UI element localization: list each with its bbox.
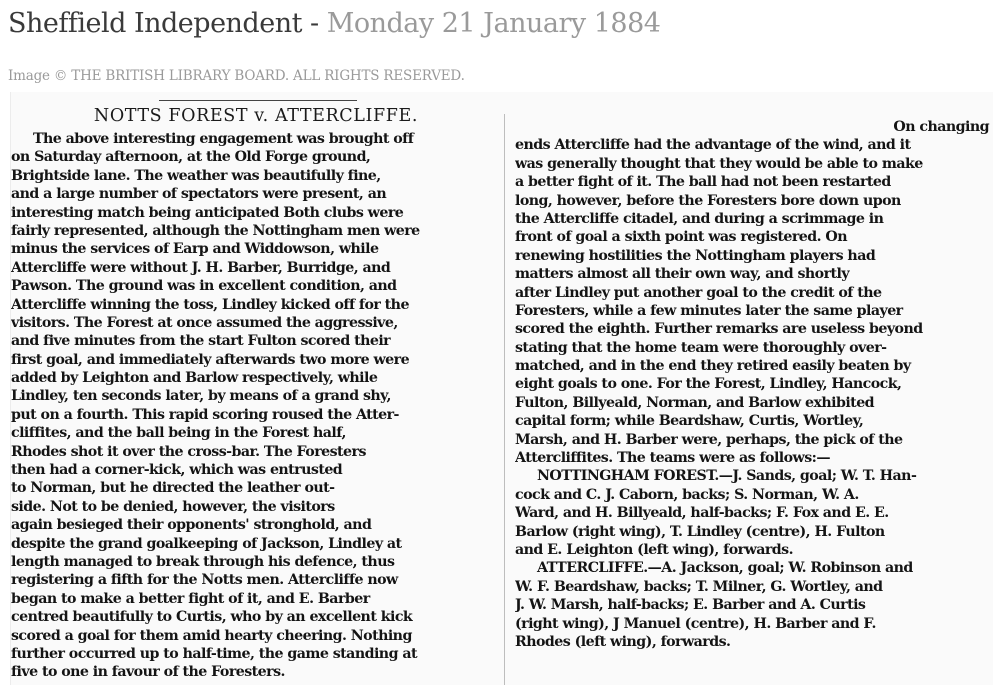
text-line: a better fight of it. The ball had not been restarted (515, 174, 891, 191)
text-line: visitors. The Forest at once assumed the aggressive, (11, 314, 398, 331)
text-line: to Norman, but he directed the leather out- (11, 480, 335, 497)
text-line: Rhodes shot it over the cross-bar. The Foresters (11, 443, 366, 460)
text-line: On changing (893, 119, 989, 135)
text-line: and five minutes from the start Fulton scored their (11, 333, 391, 350)
column-divider (504, 114, 505, 685)
text-line: renewing hostilities the Nottingham players had (515, 247, 876, 264)
text-line: after Lindley put another goal to the credit of the (515, 284, 882, 301)
text-line: capital form; while Beardshaw, Curtis, Wortley, (515, 413, 864, 430)
text-line: first goal, and immediately afterwards two more were (11, 351, 410, 368)
text-line: fairly represented, although the Nottingham men were (11, 222, 420, 239)
text-line: Barlow (right wing), T. Lindley (centre), H. Fulton (515, 523, 885, 540)
newspaper-clipping (10, 92, 993, 685)
text-line: stating that the home team were thoroughly over- (515, 339, 887, 356)
text-line: (right wing), J Manuel (centre), H. Barber and F. (515, 615, 876, 632)
text-line: cock and C. J. Caborn, backs; S. Norman, W. A. (515, 486, 859, 503)
text-line: J. W. Marsh, half-backs; E. Barber and A. Curtis (515, 597, 866, 614)
text-line: ends Attercliffe had the advantage of the wind, and it (515, 137, 911, 154)
text-line: Ward, and H. Billyeald, half-backs; F. Fox and E. E. (515, 505, 889, 522)
article-column-right (515, 118, 993, 651)
text-line: scored a goal for them amid hearty cheering. Nothing (11, 627, 412, 644)
article-title: NOTTS FOREST v. ATTERCLIFFE. (93, 106, 419, 126)
text-line: The above interesting engagement was brought off (33, 131, 414, 147)
text-line: Fulton, Billyeald, Norman, and Barlow exhibited (515, 394, 875, 411)
text-line: put on a fourth. This rapid scoring roused the Atter- (11, 406, 399, 423)
text-line: the Attercliffe citadel, and during a scrimmage in (515, 210, 884, 227)
text-line: matters almost all their own way, and shortly (515, 266, 850, 283)
title-rule (159, 100, 357, 101)
text-line: eight goals to one. For the Forest, Lindley, Hancock, (515, 376, 902, 393)
text-line: Rhodes (left wing), forwards. (515, 633, 731, 650)
page-header (8, 4, 660, 44)
text-line: minus the services of Earp and Widdowson, while (11, 241, 379, 258)
text-line: was generally thought that they would be able to make (515, 155, 923, 172)
article-column-left (11, 130, 495, 682)
text-line: NOTTINGHAM FOREST.—J. Sands, goal; W. T. Han- (537, 468, 917, 485)
text-line: length managed to break through his defence, thus (11, 553, 395, 570)
header-separator: - (301, 8, 327, 39)
text-line: long, however, before the Foresters bore down upon (515, 192, 901, 209)
text-line: again besieged their opponents' stronghold, and (11, 517, 372, 534)
text-line: ATTERCLIFFE.—A. Jackson, goal; W. Robinson and (537, 560, 913, 577)
text-line: interesting match being anticipated Both clubs were (11, 204, 404, 221)
text-line: matched, and in the end they retired easily beaten by (515, 358, 911, 375)
text-line: Foresters, while a few minutes later the same player (515, 302, 903, 319)
text-line: side. Not to be denied, however, the visitors (11, 498, 335, 515)
text-line: on Saturday afternoon, at the Old Forge ground, (11, 149, 371, 166)
text-line: Attercliffe were without J. H. Barber, Burridge, and (11, 259, 391, 276)
text-line: and E. Leighton (left wing), forwards. (515, 541, 793, 558)
text-line: five to one in favour of the Foresters. (11, 664, 285, 681)
newspaper-title: Sheffield Independent (8, 8, 302, 39)
text-line: Pawson. The ground was in excellent condition, and (11, 278, 397, 295)
text-line: centred beautifully to Curtis, who by an excellent kick (11, 609, 413, 626)
text-line: and a large number of spectators were present, an (11, 186, 387, 203)
image-credit: Image © THE BRITISH LIBRARY BOARD. ALL RIGHTS RESERVED. (8, 68, 465, 84)
text-line: scored the eighth. Further remarks are useless beyond (515, 321, 923, 338)
text-line: Attercliffites. The teams were as follows:— (515, 450, 830, 467)
text-line: despite the grand goalkeeping of Jackson, Lindley at (11, 535, 402, 552)
text-line: registering a fifth for the Notts men. Attercliffe now (11, 572, 398, 589)
text-line: further occurred up to half-time, the game standing at (11, 645, 417, 662)
text-line: Attercliffe winning the toss, Lindley kicked off for the (11, 296, 409, 313)
text-line: front of goal a sixth point was registered. On (515, 229, 847, 246)
text-line: Brightside lane. The weather was beautifully fine, (11, 167, 381, 184)
text-line: W. F. Beardshaw, backs; T. Milner, G. Wortley, and (515, 578, 883, 595)
text-line: added by Leighton and Barlow respectively, while (11, 370, 378, 387)
publication-date: Monday 21 January 1884 (326, 8, 661, 39)
text-line: Lindley, ten seconds later, by means of a grand shy, (11, 388, 391, 405)
text-line: Marsh, and H. Barber were, perhaps, the pick of the (515, 431, 903, 448)
text-line: cliffites, and the ball being in the Forest half, (11, 425, 346, 442)
text-line: began to make a better fight of it, and E. Barber (11, 590, 370, 607)
text-line: then had a corner-kick, which was entrusted (11, 462, 343, 479)
